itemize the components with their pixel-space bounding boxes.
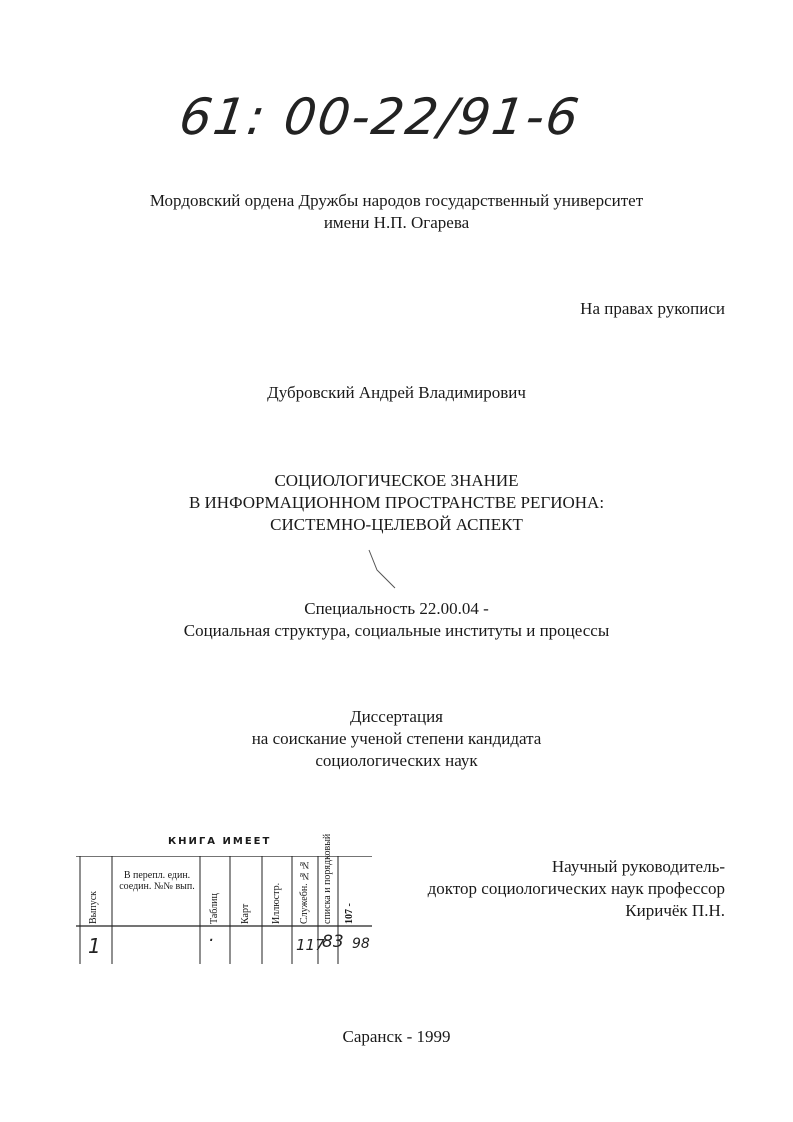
- stamp-value-ordinal: 98: [352, 936, 370, 952]
- stamp-col-maps: Карт: [240, 903, 251, 924]
- supervisor-line-3: Киричёк П.Н.: [625, 901, 725, 920]
- stamp-value-service: 117: [296, 936, 325, 954]
- stamp-col-binding: В перепл. един. соедин. №№ вып.: [119, 870, 195, 892]
- stamp-col-illustrations: Иллюстр.: [271, 882, 282, 924]
- stamp-col-issue: Выпуск: [88, 890, 99, 924]
- specialty-line-1: Специальность 22.00.04 -: [304, 599, 489, 618]
- catalog-number-handwritten: 61: 00-22/91-6: [175, 88, 585, 146]
- author-name: Дубровский Андрей Владимирович: [267, 383, 526, 402]
- place-year: Саранск - 1999: [342, 1027, 451, 1046]
- title-line-2: В ИНФОРМАЦИОННОМ ПРОСТРАНСТВЕ РЕГИОНА:: [188, 493, 605, 512]
- manuscript-rights: На правах рукописи: [580, 299, 725, 318]
- stamp-col-tables: Таблиц: [209, 893, 220, 924]
- institution-line-1: Мордовский ордена Дружбы народов государственный университет: [149, 191, 644, 210]
- institution-line-2: имени Н.П. Огарева: [323, 213, 470, 232]
- supervisor-line-1: Научный руководитель-: [551, 857, 725, 876]
- pen-mark: [365, 548, 405, 593]
- stamp-value-issue: 1: [88, 934, 101, 958]
- title-line-1: СОЦИОЛОГИЧЕСКОЕ ЗНАНИЕ: [274, 471, 519, 490]
- degree-line-2: на соискание ученой степени кандидата: [251, 729, 542, 748]
- degree-line-1: Диссертация: [349, 707, 443, 726]
- stamp-col-list: списка и порядковый: [322, 833, 333, 924]
- stamp-value-list: 83: [322, 932, 344, 952]
- stamp-value-tables: ·: [208, 930, 214, 951]
- degree-line-3: социологических наук: [315, 751, 478, 770]
- stamp-col-service: Служебн. №№: [299, 858, 310, 924]
- title-line-3: СИСТЕМНО-ЦЕЛЕВОЙ АСПЕКТ: [270, 515, 523, 534]
- stamp-title: КНИГА ИМЕЕТ: [168, 836, 272, 847]
- stamp-col-ordinal: 107 -: [344, 903, 355, 924]
- specialty-line-2: Социальная структура, социальные институты и процессы: [183, 621, 610, 640]
- supervisor-line-2: доктор социологических наук профессор: [427, 879, 725, 898]
